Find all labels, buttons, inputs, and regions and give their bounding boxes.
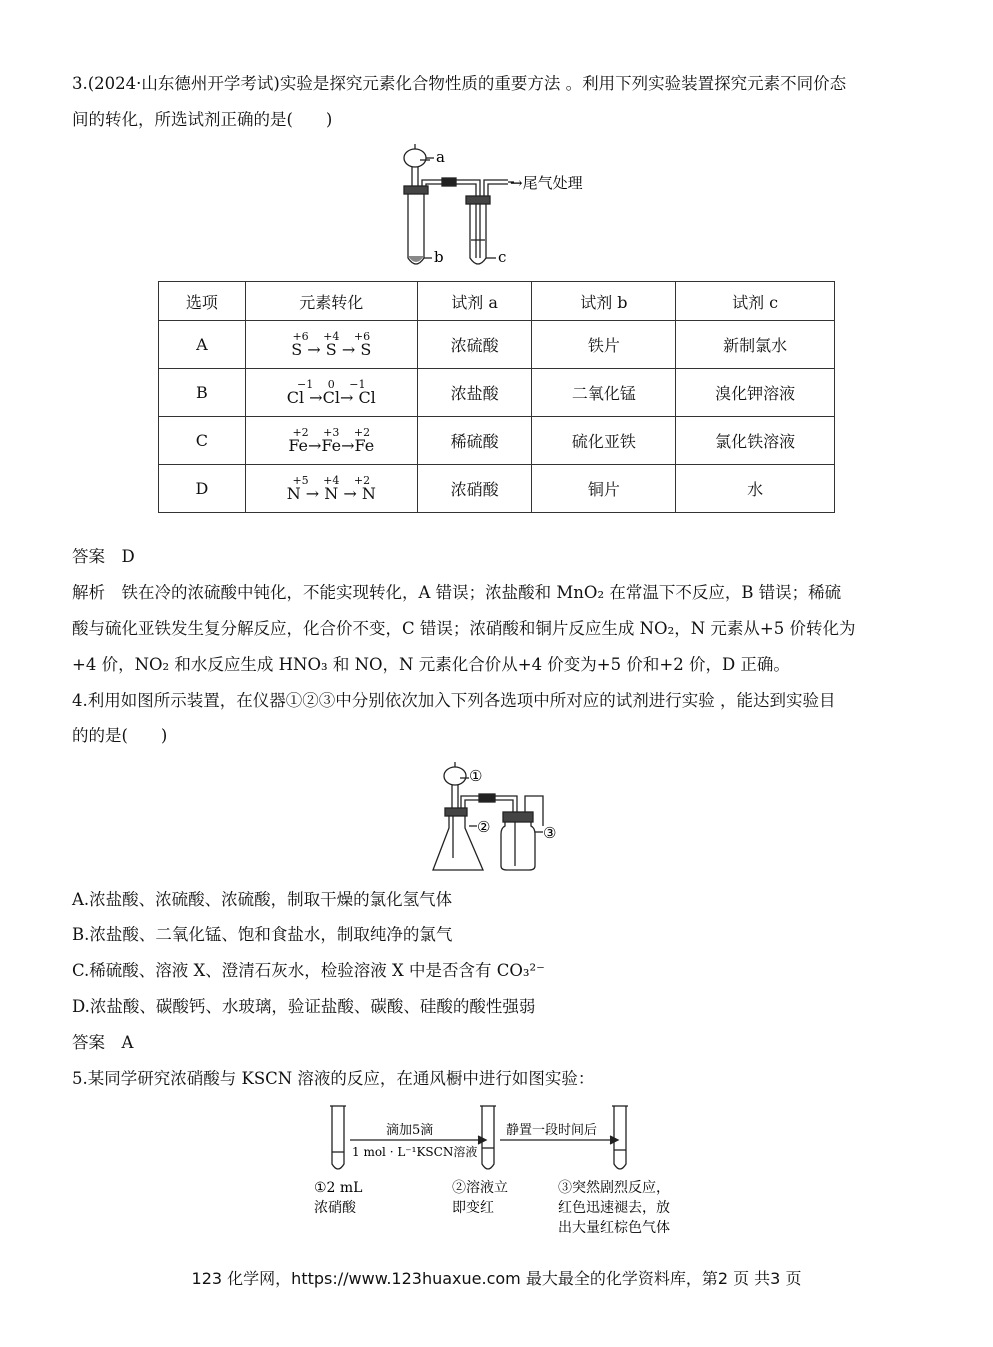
header-conversion: 元素转化: [245, 282, 417, 321]
header-reagent-b: 试剂 b: [532, 282, 676, 321]
header-reagent-a: 试剂 a: [417, 282, 532, 321]
valence-labels: −1 0 −1: [297, 377, 366, 391]
cell-reagent-c: 氯化铁溶液: [676, 417, 835, 465]
q3-stem-line2: 间的转化，所选试剂正确的是( ): [72, 110, 333, 129]
conversion-formula: Cl →Cl→ Cl: [286, 387, 376, 407]
q3-label-a: a: [436, 148, 445, 166]
q3-analysis-line1: 解析 铁在冷的浓硫酸中钝化，不能实现转化，A 错误；浓盐酸和 MnO₂ 在常温下不反应，B 错误；稀硫: [72, 583, 842, 602]
cell-reagent-c: 新制氯水: [676, 321, 835, 369]
tube3-caption-line1: ③突然剧烈反应，: [558, 1180, 670, 1196]
cell-reagent-b: 铁片: [532, 321, 676, 369]
cell-conversion: [245, 465, 417, 513]
q3-label-b: b: [434, 248, 444, 266]
cell-conversion: [245, 321, 417, 369]
cell-option: C: [159, 417, 246, 465]
cell-option: B: [159, 369, 246, 417]
q4-stem-line1: 4.利用如图所示装置，在仪器①②③中分别依次加入下列各选项中所对应的试剂进行实验 ，能达到实验目: [72, 691, 836, 710]
cell-reagent-a: 浓硫酸: [417, 321, 532, 369]
q4-label-3: ③: [543, 824, 557, 842]
valence-labels: +5 +4 +2: [292, 473, 371, 487]
table-row: [159, 321, 835, 369]
q5-experiment-figure: [310, 1100, 710, 1240]
table-row: [159, 417, 835, 465]
cell-option: A: [159, 321, 246, 369]
page-footer: 123 化学网，https://www.123huaxue.com 最大最全的化学资料库，第2 页 共3 页: [191, 1269, 802, 1288]
q4-stem-line2: 的的是( ): [72, 726, 168, 745]
header-reagent-c: 试剂 c: [676, 282, 835, 321]
q3-analysis-line2: 酸与硫化亚铁发生复分解反应，化合价不变，C 错误；浓硝酸和铜片反应生成 NO₂，N 元素从+5 价转化为: [72, 619, 856, 638]
tube3-caption-line2: 红色迅速褪去，放: [558, 1200, 670, 1216]
q5-stem: 5.某同学研究浓硝酸与 KSCN 溶液的反应，在通风橱中进行如图实验：: [72, 1069, 595, 1088]
q4-label-2: ②: [477, 818, 491, 836]
cell-conversion: [245, 369, 417, 417]
q4-apparatus-figure: [425, 758, 575, 880]
q4-answer: 答案 A: [72, 1033, 134, 1052]
cell-conversion: [245, 417, 417, 465]
table-row: [159, 369, 835, 417]
q4-option-a: A.浓盐酸、浓硫酸、浓硫酸，制取干燥的氯化氢气体: [72, 890, 453, 909]
tube3-caption-line3: 出大量红棕色气体: [558, 1220, 670, 1236]
cell-reagent-a: 浓盐酸: [417, 369, 532, 417]
q3-stem-line1: 3.(2024·山东德州开学考试)实验是探究元素化合物性质的重要方法 。利用下列实验装置探究元素不同价态: [72, 74, 847, 93]
cell-reagent-a: 稀硫酸: [417, 417, 532, 465]
q3-label-c: c: [498, 248, 507, 266]
tube2-caption-line1: ②溶液立: [452, 1180, 508, 1196]
header-option: 选项: [159, 282, 246, 321]
valence-labels: +6 +4 +6: [292, 329, 371, 343]
cell-reagent-a: 浓硝酸: [417, 465, 532, 513]
conversion-formula: N → N → N: [286, 483, 376, 503]
conversion-formula: S → S → S: [291, 339, 372, 359]
q3-analysis-line3: +4 价，NO₂ 和水反应生成 HNO₃ 和 NO，N 元素化合价从+4 价变为+5 价和+2 价，D 正确。: [72, 655, 790, 674]
cell-reagent-b: 铜片: [532, 465, 676, 513]
table-row: [159, 465, 835, 513]
table-header-row: [159, 282, 835, 321]
cell-option: D: [159, 465, 246, 513]
cell-reagent-b: 硫化亚铁: [532, 417, 676, 465]
tube2-caption-line2: 即变红: [452, 1200, 494, 1216]
q3-label-exhaust: →尾气处理: [510, 174, 583, 192]
q3-table: [158, 281, 835, 513]
q3-apparatus-figure: [390, 140, 630, 275]
conversion-formula: Fe→Fe→Fe: [288, 435, 375, 455]
cell-reagent-b: 二氧化锰: [532, 369, 676, 417]
tube1-caption-line2: 浓硝酸: [314, 1200, 356, 1216]
tube1-caption-line1: ①2 mL: [314, 1180, 363, 1196]
arrow1-top-label: 滴加5滴: [386, 1123, 434, 1138]
q4-option-c: C.稀硫酸、溶液 X、澄清石灰水，检验溶液 X 中是否含有 CO₃²⁻: [72, 961, 545, 980]
cell-reagent-c: 水: [676, 465, 835, 513]
arrow1-bottom-label: 1 mol · L⁻¹KSCN溶液: [352, 1145, 478, 1159]
q4-label-1: ①: [469, 767, 483, 785]
q3-answer: 答案 D: [72, 547, 135, 566]
q4-option-b: B.浓盐酸、二氧化锰、饱和食盐水，制取纯净的氯气: [72, 925, 453, 944]
arrow2-top-label: 静置一段时间后: [506, 1123, 598, 1138]
q4-option-d: D.浓盐酸、碳酸钙、水玻璃，验证盐酸、碳酸、硅酸的酸性强弱: [72, 997, 536, 1016]
valence-labels: +2 +3 +2: [292, 425, 371, 439]
cell-reagent-c: 溴化钾溶液: [676, 369, 835, 417]
